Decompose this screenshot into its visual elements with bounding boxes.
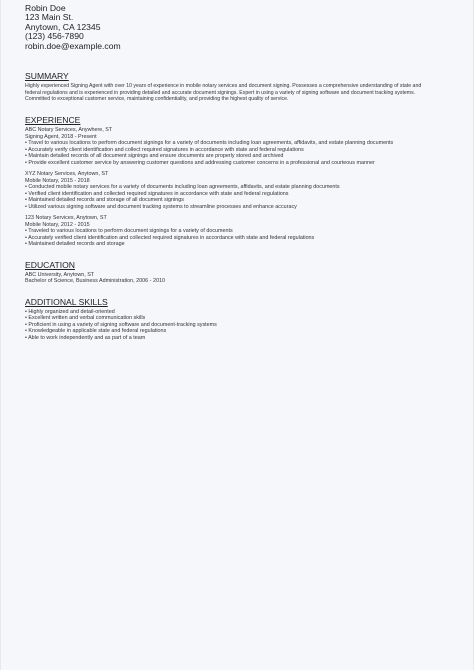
job-bullet: • Conducted mobile notary services for a variety of documents including loan agreements, affidavits, and estate planning documents xyxy=(25,184,340,191)
job-entry xyxy=(25,127,433,166)
job-bullet: • Accurately verified client identification and collected required signatures in accordance with state and federal regulations xyxy=(25,234,315,241)
skill-item: • Highly organized and detail-oriented xyxy=(25,308,115,315)
job-bullet: • Maintained detailed records and storage xyxy=(25,241,125,248)
summary-text: Highly experienced Signing Agent with over 10 years of experience in mobile notary services and document signing. Possesses a comprehensive understanding of state and federal regulations and is experienced in providing detailed and accurate document signings. Expert in using a variety of signing software and document tracking systems. Committed to exceptional customer service, maintaining confidentiality, and providing the highest quality of service. xyxy=(25,83,422,103)
job-role: Mobile Notary, 2012 - 2015 xyxy=(25,221,90,228)
education-section xyxy=(25,260,433,285)
education-heading: EDUCATION xyxy=(25,259,75,270)
contact-name: Robin Doe xyxy=(25,3,66,13)
job-company: 123 Notary Services, Anytown, ST xyxy=(25,215,107,222)
skills-heading: ADDITIONAL SKILLS xyxy=(25,296,108,307)
summary-section xyxy=(25,71,433,103)
job-bullet: • Accurately verify client identification and collect required signatures in accordance with state and federal regulations xyxy=(25,146,304,153)
contact-address-line2: Anytown, CA 12345 xyxy=(25,21,101,32)
education-school: ABC University, Anytown, ST xyxy=(25,271,95,278)
resume-content xyxy=(25,71,433,341)
job-company: ABC Notary Services, Anywhere, ST xyxy=(25,127,113,134)
education-degree: Bachelor of Science, Business Administration, 2006 - 2010 xyxy=(25,278,165,285)
job-bullet: • Maintain detailed records of all document signings and ensure documents are properly stored and archived xyxy=(25,153,284,160)
job-entry xyxy=(25,215,433,248)
experience-section xyxy=(25,115,433,248)
skill-item: • Knowledgeable in applicable state and federal regulations xyxy=(25,328,167,335)
job-bullet: • Maintained detailed records and storage of all document signings xyxy=(25,197,184,204)
summary-heading: SUMMARY xyxy=(25,71,69,81)
skills-section xyxy=(25,297,433,342)
contact-email: robin.doe@example.com xyxy=(25,40,121,51)
job-bullet: • Travel to various locations to perform document signings for a variety of documents including loan agreements, affidavits, and estate planning documents xyxy=(25,140,394,147)
experience-heading: EXPERIENCE xyxy=(25,115,81,126)
skill-item: • Able to work independently and as part of a team xyxy=(25,334,146,341)
contact-phone: (123) 456-7890 xyxy=(25,31,84,42)
job-company: XYZ Notary Services, Anytown, ST xyxy=(25,171,109,178)
job-bullet: • Provide excellent customer service by answering customer questions and addressing customer concerns in a professional and courteous manner xyxy=(25,159,375,166)
job-entry xyxy=(25,171,433,210)
job-bullet: • Utilized various signing software and document tracking systems to streamline processes and enhance accuracy xyxy=(25,203,297,210)
job-bullet: • Verified client identification and collected required signatures in accordance with state and federal regulations xyxy=(25,190,289,197)
job-role: Signing Agent, 2018 - Present xyxy=(25,133,97,140)
contact-address-line1: 123 Main St. xyxy=(25,12,74,23)
skill-item: • Excellent written and verbal communication skills xyxy=(25,315,146,322)
skill-item: • Proficient in using a variety of signing software and document-tracking systems xyxy=(25,321,217,328)
contact-header xyxy=(25,4,445,51)
job-bullet: • Traveled to various locations to perform document signings for a variety of documents xyxy=(25,228,233,235)
job-role: Mobile Notary, 2015 - 2018 xyxy=(25,177,90,184)
